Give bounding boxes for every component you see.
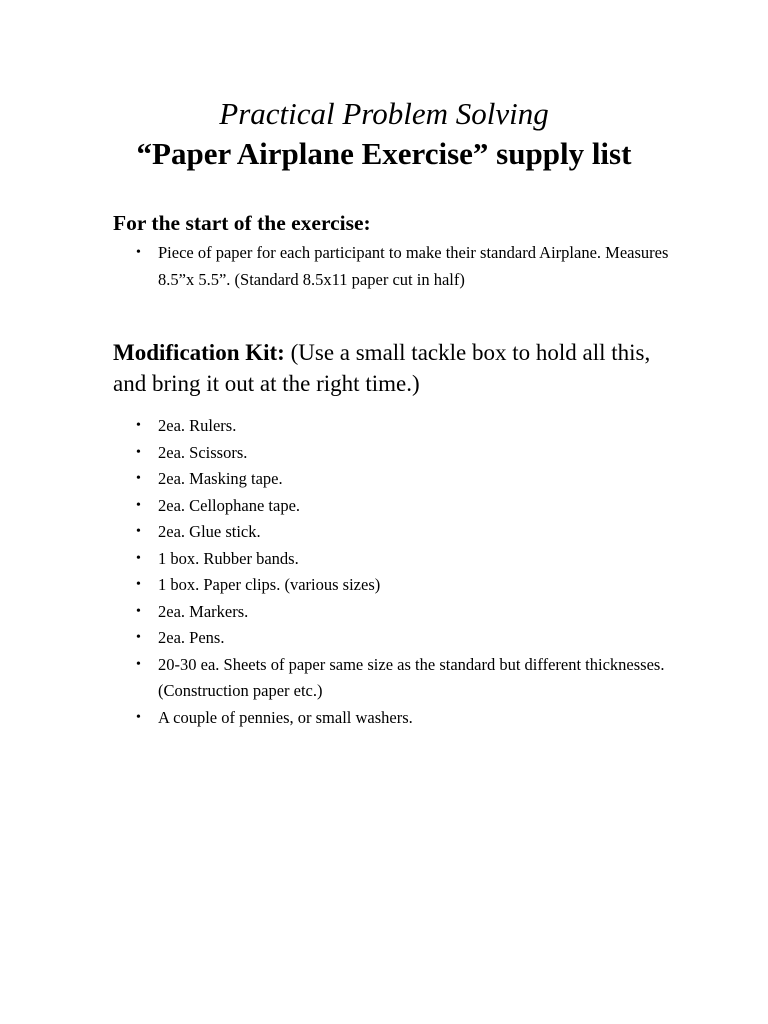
list-item [113, 546, 673, 573]
list-item-text: A couple of pennies, or small washers. [158, 707, 413, 727]
modification-kit-label: Modification Kit: [113, 340, 285, 365]
list-item [113, 652, 673, 705]
start-section-heading: For the start of the exercise: [113, 211, 371, 235]
bullet-icon: • [136, 550, 141, 566]
bullet-icon: • [136, 630, 141, 645]
list-item [113, 413, 673, 440]
list-item [113, 466, 673, 493]
list-item [113, 519, 673, 546]
bullet-icon: • [136, 418, 141, 433]
bullet-icon: • [136, 524, 141, 539]
list-item-text: 1 box. Rubber bands. [158, 548, 299, 568]
start-supply-list [113, 240, 673, 293]
list-item [113, 705, 673, 732]
bullet-icon: • [136, 603, 141, 619]
list-item [113, 240, 673, 293]
list-item-text: 2ea. Masking tape. [158, 469, 283, 488]
list-item-text: 20-30 ea. Sheets of paper same size as the standard but different thicknesses. (Construction paper etc.) [158, 654, 665, 700]
list-item-text: 1 box. Paper clips. (various sizes) [158, 575, 381, 594]
modification-kit-list [113, 413, 673, 731]
bullet-icon: • [136, 471, 141, 486]
list-item [113, 625, 673, 652]
document-subtitle: “Paper Airplane Exercise” supply list [136, 136, 632, 171]
list-item [113, 572, 673, 599]
list-item-text: 2ea. Rulers. [158, 416, 237, 435]
bullet-icon: • [136, 656, 141, 672]
modification-kit-description: (Use a small tackle box to hold all this, and bring it out at the right time.) [113, 340, 651, 396]
list-item-text: 2ea. Cellophane tape. [158, 495, 301, 515]
list-item-text: 2ea. Markers. [158, 601, 249, 621]
list-item-text: 2ea. Pens. [158, 628, 225, 647]
bullet-icon: • [136, 245, 141, 260]
document-title: Practical Problem Solving [219, 96, 549, 131]
list-item [113, 493, 673, 520]
list-item [113, 599, 673, 626]
bullet-icon: • [136, 577, 141, 592]
bullet-icon: • [136, 497, 141, 513]
list-item [113, 440, 673, 467]
list-item-text: 2ea. Scissors. [158, 442, 248, 462]
modification-kit-heading [113, 337, 673, 399]
bullet-icon: • [136, 444, 141, 460]
list-item-text: Piece of paper for each participant to make their standard Airplane. Measures 8.5”x 5.5”. (Standard 8.5x11 paper cut in half) [158, 243, 669, 289]
list-item-text: 2ea. Glue stick. [158, 522, 261, 541]
bullet-icon: • [136, 709, 141, 725]
